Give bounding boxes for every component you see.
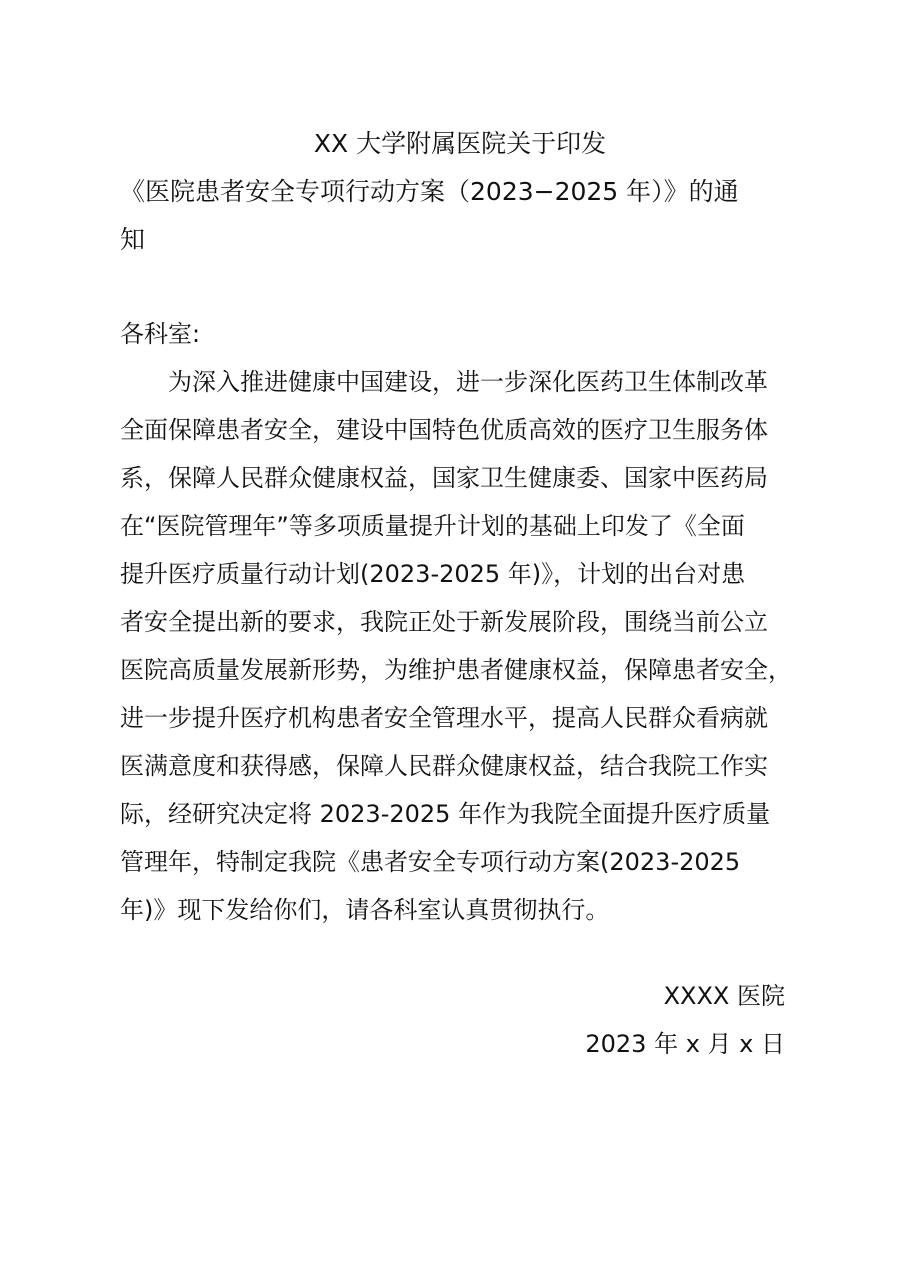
body-line: 管理年，特制定我院《患者安全专项行动方案(2023-2025	[120, 848, 741, 876]
signature-organization: XXXX 医院	[663, 982, 785, 1010]
body-line: 年)》现下发给你们，请各科室认真贯彻执行。	[120, 896, 610, 924]
document-title-line-2: 《医院患者安全专项行动方案（2023−2025 年）》的通	[120, 177, 739, 206]
body-line: 系，保障人民群众健康权益，国家卫生健康委、国家中医药局	[120, 464, 768, 492]
salutation: 各科室:	[120, 320, 201, 348]
body-line: 际，经研究决定将 2023-2025 年作为我院全面提升医疗质量	[120, 800, 771, 828]
signature-date: 2023 年 x 月 x 日	[585, 1030, 785, 1058]
document-title-line-3: 知	[120, 225, 146, 254]
body-line: 提升医疗质量行动计划(2023-2025 年)》，计划的出台对患	[120, 560, 746, 588]
document-title-line-1: XX 大学附属医院关于印发	[313, 129, 607, 158]
body-line: 在“医院管理年”等多项质量提升计划的基础上印发了《全面	[120, 512, 745, 540]
body-line: 医院高质量发展新形势，为维护患者健康权益，保障患者安全，	[120, 656, 792, 684]
body-line: 医满意度和获得感，保障人民群众健康权益，结合我院工作实	[120, 752, 768, 780]
body-line: 进一步提升医疗机构患者安全管理水平，提高人民群众看病就	[120, 704, 768, 732]
body-line: 全面保障患者安全，建设中国特色优质高效的医疗卫生服务体	[120, 416, 768, 444]
body-line: 者安全提出新的要求，我院正处于新发展阶段，围绕当前公立	[120, 608, 768, 636]
body-line: 为深入推进健康中国建设，进一步深化医药卫生体制改革	[168, 368, 768, 396]
